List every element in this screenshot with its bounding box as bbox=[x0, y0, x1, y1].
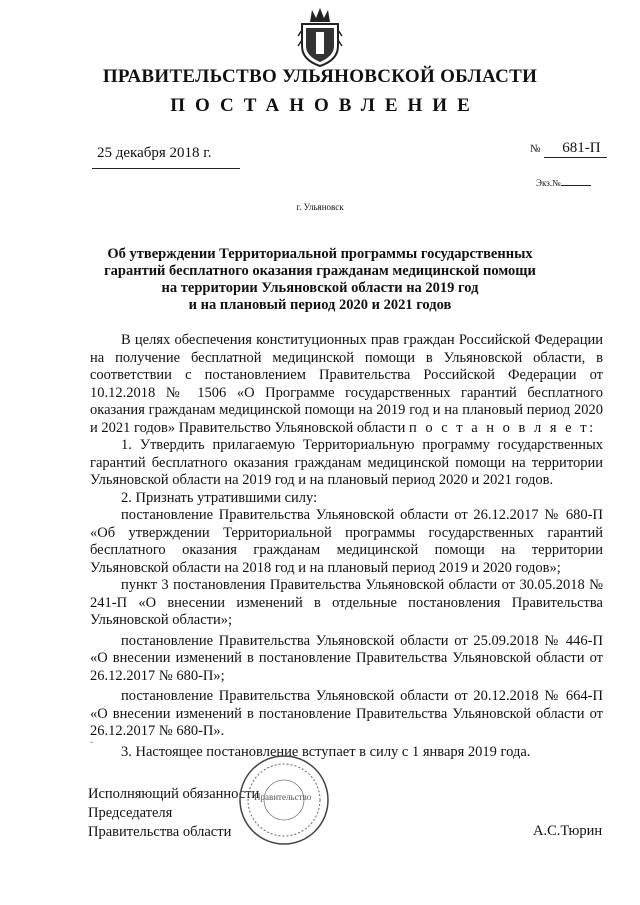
preamble-text: В целях обеспечения конституционных прав граждан Российской Федерации на получение бесплатной медицинской помощи в Ульяновской области, в соответствии с постановлением Правительства Российской Федерации от 10.12.2018 № 1506 «О Программе государственных гарантий бесплатного оказания гражданам медицинской помощи на 2019 год и на плановый период 2020 и 2021 годов» Правительство Ульяновской области bbox=[90, 332, 603, 436]
signatory-title bbox=[88, 785, 259, 842]
decree-subject bbox=[60, 246, 580, 314]
item-2: 2. Признать утратившими силу: bbox=[121, 489, 318, 506]
subject-line: на территории Ульяновской области на 2019 год bbox=[161, 280, 479, 296]
copy-number bbox=[536, 178, 591, 188]
repealed-act: постановление Правительства Ульяновской области от 26.12.2017 № 680-П «Об утверждении Территориальной программы государственных гарантий бесплатного оказания гражданам медицинской помощи на территории Ульяновской области на 2018 год и на плановый период 2019 и 2020 годов»; bbox=[90, 507, 603, 576]
stamp-label: Правительство bbox=[254, 792, 312, 802]
subject-line: Об утверждении Территориальной программы государственных bbox=[107, 246, 533, 262]
repealed-act: пункт 3 постановления Правительства Ульяновской области от 30.05.2018 № 241-П «О внесении изменений в отдельные постановления Правительства Ульяновской области»; bbox=[90, 577, 603, 628]
item-1: 1. Утвердить прилагаемую Территориальную программу государственных гарантий бесплатного оказания гражданам медицинской помощи на территории Ульяновской области на 2019 год и на плановый период 2020 и 2021 годов. bbox=[90, 437, 603, 488]
decree-body bbox=[90, 332, 603, 761]
subject-line: гарантий бесплатного оказания гражданам медицинской помощи bbox=[104, 263, 536, 279]
number-value: 681-П bbox=[544, 140, 606, 158]
city: г. Ульяновск bbox=[296, 202, 344, 212]
item-3: 3. Настоящее постановление вступает в силу с 1 января 2019 года. bbox=[121, 743, 531, 760]
ulyanovsk-coat-of-arms-icon bbox=[294, 6, 346, 68]
signatory-line: Председателя bbox=[88, 805, 173, 821]
repealed-act: постановление Правительства Ульяновской области от 25.09.2018 № 446-П «О внесении изменений в постановление Правительства Ульяновской области от 26.12.2017 № 680-П»; bbox=[90, 632, 603, 684]
decides-word: п о с т а н о в л я е т: bbox=[408, 419, 596, 436]
copy-underline bbox=[561, 185, 591, 186]
decree-date: 25 декабря 2018 г. bbox=[97, 145, 212, 161]
signatory-line: Исполняющий обязанности bbox=[88, 786, 260, 802]
signatory-line: Правительства области bbox=[88, 824, 232, 840]
decree-number bbox=[530, 140, 607, 158]
stray-mark: ˇ bbox=[90, 740, 93, 750]
date-underline bbox=[92, 168, 240, 169]
subject-line: и на плановый период 2020 и 2021 годов bbox=[188, 297, 452, 313]
preamble-paragraph bbox=[90, 332, 603, 437]
government-name: ПРАВИТЕЛЬСТВО УЛЬЯНОВСКОЙ ОБЛАСТИ bbox=[102, 66, 538, 87]
repealed-act: постановление Правительства Ульяновской области от 20.12.2018 № 664-П «О внесении изменений в постановление Правительства Ульяновской области от 26.12.2017 № 680-П». bbox=[90, 688, 603, 739]
copy-label: Экз.№ bbox=[536, 178, 561, 188]
number-sign: № bbox=[530, 143, 541, 155]
signer-name: А.С.Тюрин bbox=[533, 823, 603, 839]
document-type: ПОСТАНОВЛЕНИЕ bbox=[170, 95, 480, 116]
